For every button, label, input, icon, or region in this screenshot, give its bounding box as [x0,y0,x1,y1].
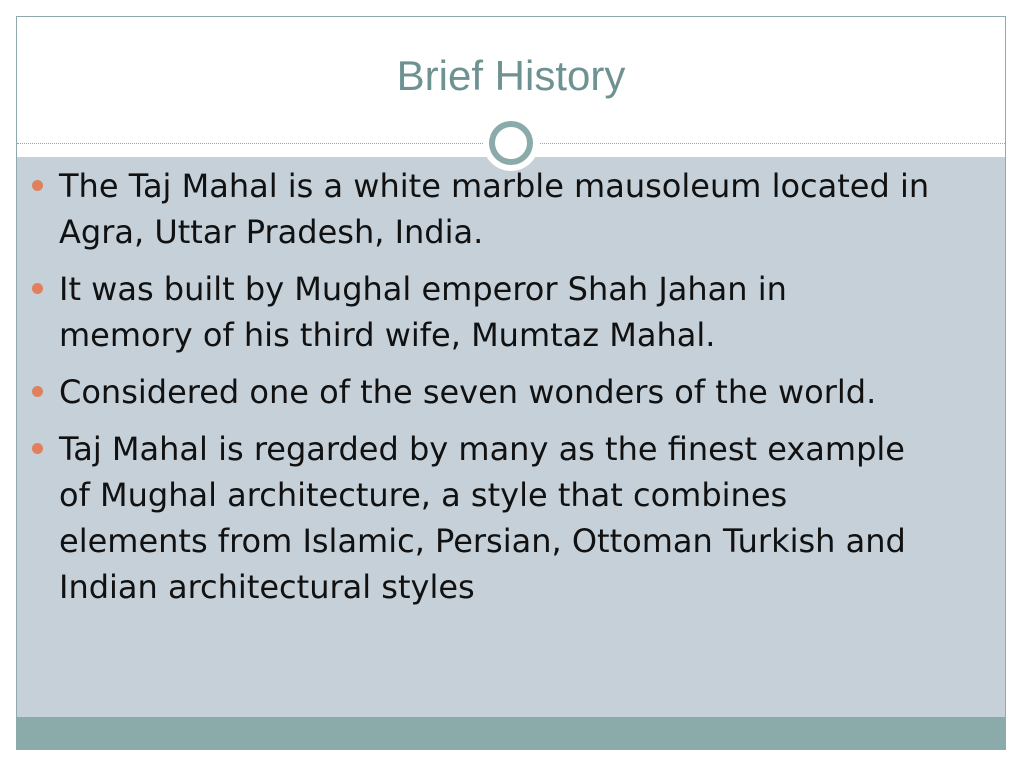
slide-title: Brief History [396,52,626,99]
bullet-dot-icon [32,386,43,397]
bullet-dot-icon [32,180,43,191]
bullet-text: Considered one of the seven wonders of the world. [59,373,877,411]
bullet-item [30,266,930,358]
bullet-dot-icon [32,443,43,454]
bullet-text: The Taj Mahal is a white marble mausoleum located in Agra, Uttar Pradesh, India. [59,167,930,251]
bullet-text: Taj Mahal is regarded by many as the finest example of Mughal architecture, a style that combines elements from Islamic, Persian, Ottoman Turkish and Indian architectural styles [59,430,906,606]
bullet-dot-icon [32,283,43,294]
bullet-item [30,369,930,415]
bullet-item [30,163,930,255]
bullet-list [30,163,930,621]
footer-bar [17,717,1005,750]
bullet-text: It was built by Mughal emperor Shah Jahan in memory of his third wife, Mumtaz Mahal. [59,270,787,354]
bullet-item [30,426,930,610]
